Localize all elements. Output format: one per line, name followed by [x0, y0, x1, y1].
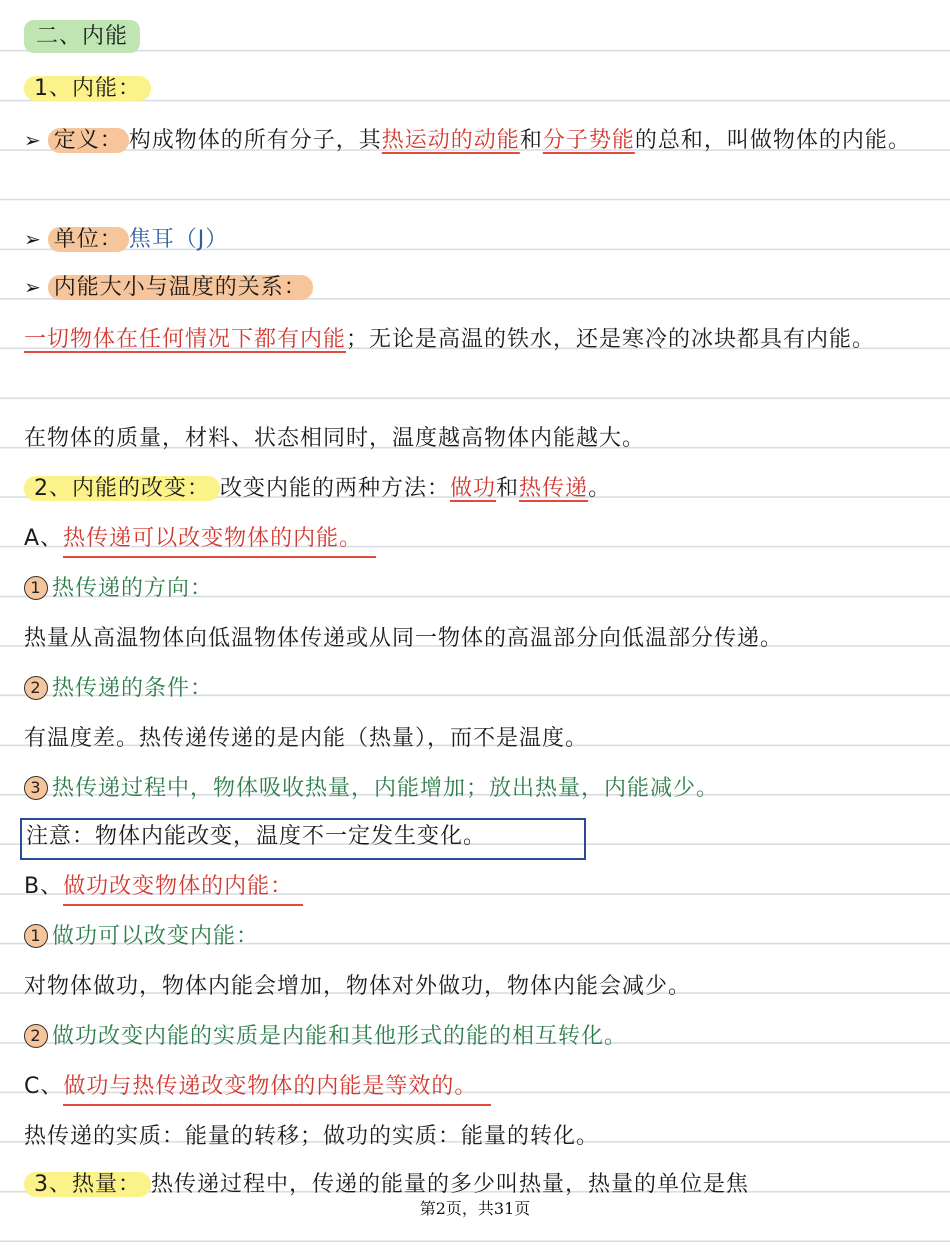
relation-line [24, 272, 922, 303]
number-circle-icon: 3 [24, 776, 48, 800]
relation-key: 一切物体在任何情况下都有内能 [24, 327, 347, 352]
heat-text: 热传递过程中，传递的能量的多少叫热量，热量的单位是焦 [151, 1172, 750, 1197]
item-c-detail-text: 热传递的实质：能量的转移；做功的实质：能量的转化。 [24, 1124, 600, 1149]
item-a1-detail [24, 624, 922, 654]
item-b2 [24, 1022, 922, 1052]
number-circle-icon: 1 [24, 924, 48, 948]
relation-text: ；无论是高温的铁水，还是寒冷的冰块都具有内能。 [346, 327, 876, 352]
relation-paragraph [24, 316, 922, 364]
unit-line [24, 224, 922, 255]
item-b1-detail-text: 对物体做功，物体内能会增加，物体对外做功，物体内能会减少。 [24, 974, 692, 999]
item-b1 [24, 922, 922, 952]
number-circle-icon: 1 [24, 576, 48, 600]
item-b1-text: 做功可以改变内能： [52, 924, 260, 949]
subheading-c-text: 做功与热传递改变物体的内能是等效的。 [63, 1072, 491, 1106]
definition-paragraph [24, 116, 922, 165]
condition-text: 在物体的质量，材料、状态相同时，温度越高物体内能越大。 [24, 426, 646, 451]
item-c-detail [24, 1122, 922, 1152]
section-title-label: 二、内能 [24, 20, 140, 53]
definition-key-2: 分子势能 [542, 128, 635, 153]
change-text-3: 。 [588, 476, 612, 501]
subheading-c [24, 1072, 922, 1106]
subheading-b-text: 做功改变物体的内能： [63, 872, 303, 906]
definition-key-1: 热运动的动能 [381, 128, 520, 153]
definition-label: 定义： [48, 128, 129, 153]
arrow-bullet-icon: ➢ [24, 275, 42, 299]
arrow-bullet-icon: ➢ [24, 227, 42, 251]
number-circle-icon: 2 [24, 1024, 48, 1048]
change-key-2: 热传递 [519, 476, 589, 501]
heading-internal-energy [24, 74, 922, 104]
unit-label: 单位： [48, 227, 129, 252]
subheading-b [24, 872, 922, 906]
number-circle-icon: 2 [24, 676, 48, 700]
relation-condition [24, 424, 922, 454]
item-a2-detail-text: 有温度差。热传递传递的是内能（热量），而不是温度。 [24, 726, 589, 751]
relation-label: 内能大小与温度的关系： [48, 275, 313, 300]
unit-value: 焦耳（J） [128, 227, 229, 252]
heat-label: 3、热量： [24, 1172, 151, 1197]
change-label: 2、内能的改变： [24, 476, 220, 501]
note-box: 注意：物体内能改变，温度不一定发生变化。 [20, 818, 586, 860]
item-b1-detail [24, 972, 922, 1002]
change-text-1: 改变内能的两种方法： [220, 476, 451, 501]
item-a2 [24, 674, 922, 704]
item-a1-text: 热传递的方向： [52, 576, 214, 601]
subheading-c-prefix: C、 [24, 1074, 64, 1099]
page-number-footer: 第2页，共31页 [419, 1199, 531, 1218]
section-title [24, 22, 922, 52]
change-key-1: 做功 [450, 476, 497, 501]
heading-change [24, 474, 922, 504]
arrow-bullet-icon: ➢ [24, 128, 42, 152]
subheading-a-text: 热传递可以改变物体的内能。 [63, 524, 376, 558]
definition-text-2: 和 [519, 128, 543, 153]
definition-text-1: 构成物体的所有分子，其 [128, 128, 382, 153]
item-a3 [24, 774, 922, 804]
item-a1-detail-text: 热量从高温物体向低温物体传递或从同一物体的高温部分向低温部分传递。 [24, 626, 784, 651]
item-b2-text: 做功改变内能的实质是内能和其他形式的能的相互转化。 [52, 1024, 628, 1049]
item-a1 [24, 574, 922, 604]
subheading-a-prefix: A、 [24, 526, 64, 551]
item-a2-detail [24, 724, 922, 754]
subheading-a [24, 524, 922, 558]
item-a2-text: 热传递的条件： [52, 676, 214, 701]
change-text-2: 和 [496, 476, 520, 501]
definition-text-3: 的总和，叫做物体的内能。 [634, 128, 911, 153]
note-line [24, 818, 922, 860]
item-a3-text: 热传递过程中，物体吸收热量，内能增加；放出热量，内能减少。 [52, 776, 720, 801]
heading-label: 1、内能： [24, 76, 151, 101]
subheading-b-prefix: B、 [24, 874, 64, 899]
